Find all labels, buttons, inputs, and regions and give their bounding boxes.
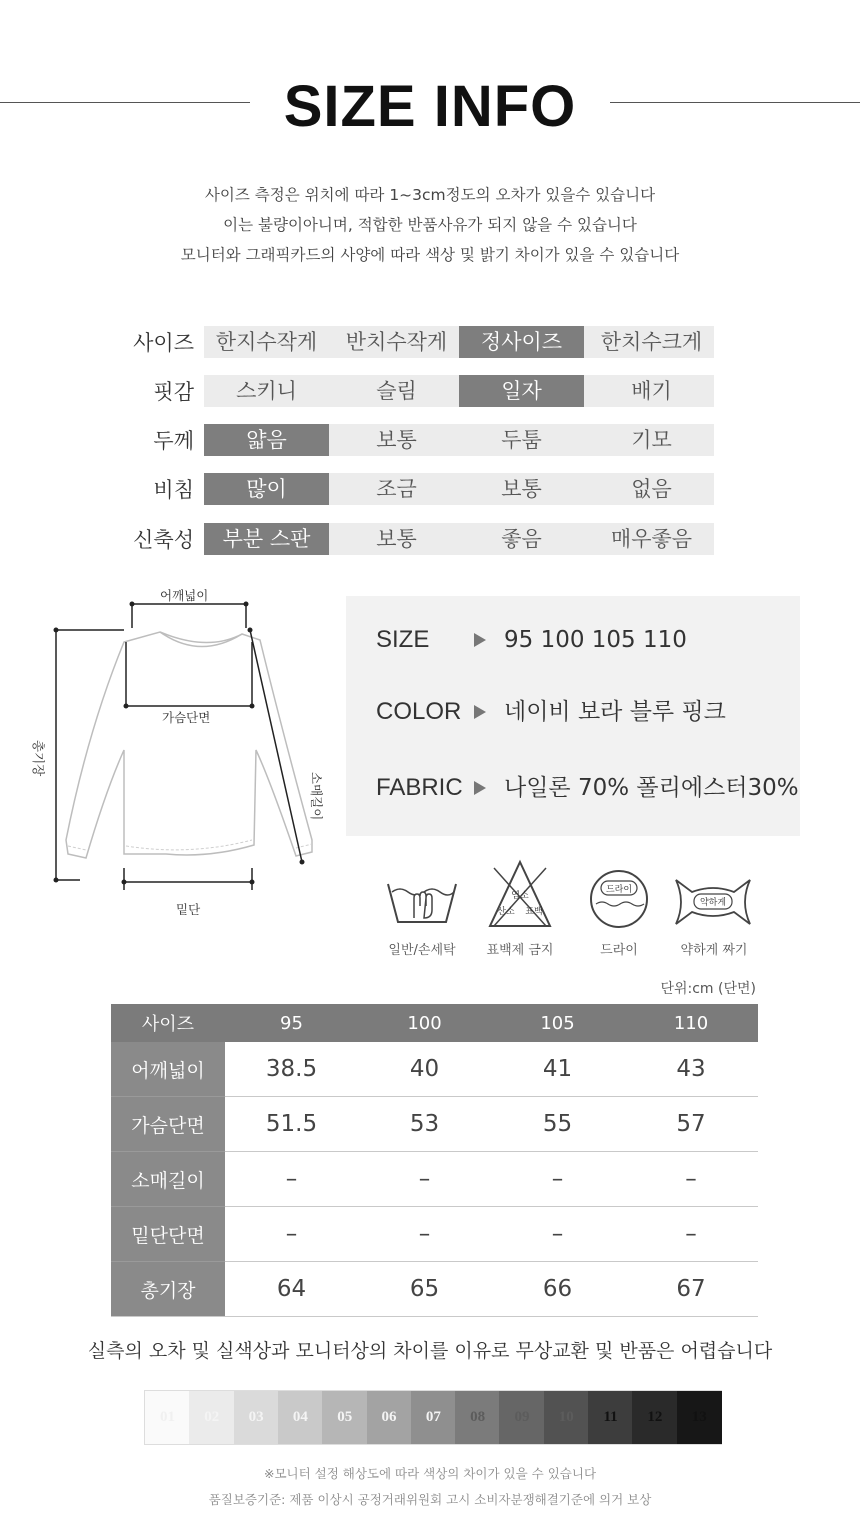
attribute-label: 신축성 bbox=[133, 528, 194, 552]
table-row bbox=[111, 1097, 758, 1152]
bleach-tag-bleach: 표백 bbox=[525, 907, 543, 917]
gentle-wring-icon bbox=[672, 876, 754, 928]
info-value: 95 100 105 110 bbox=[504, 627, 687, 653]
attribute-label: 두께 bbox=[153, 429, 194, 453]
color-swatch: 13 bbox=[677, 1391, 722, 1444]
attribute-option-selected: 부분 스판 bbox=[204, 523, 329, 555]
attribute-option: 슬림 bbox=[376, 379, 417, 403]
table-cell: – bbox=[491, 1207, 624, 1262]
exchange-policy-note: 실측의 오차 및 실색상과 모니터상의 차이를 이유로 무상교환 및 반품은 어렵습니다 bbox=[87, 1340, 773, 1362]
attribute-option: 매우좋음 bbox=[610, 527, 693, 551]
garment-diagram bbox=[20, 590, 340, 920]
attribute-option: 한지수작게 bbox=[215, 330, 318, 354]
attribute-option-selected: 많이 bbox=[204, 473, 329, 505]
color-swatch: 05 bbox=[322, 1391, 367, 1444]
table-row-label: 가슴단면 bbox=[111, 1097, 225, 1152]
attribute-option: 반치수작게 bbox=[345, 330, 448, 354]
triangle-arrow-icon bbox=[474, 781, 486, 795]
table-cell: 53 bbox=[358, 1097, 491, 1152]
info-value: 나일론 70% 폴리에스터30% bbox=[504, 775, 799, 801]
hem-label: 밑단 bbox=[176, 902, 201, 917]
info-key: SIZE bbox=[376, 626, 430, 653]
color-swatch: 07 bbox=[411, 1391, 456, 1444]
care-label-dry: 드라이 bbox=[600, 943, 638, 958]
table-cell: – bbox=[491, 1152, 624, 1207]
info-key: COLOR bbox=[376, 698, 462, 725]
table-row-label: 밑단단면 bbox=[111, 1207, 225, 1262]
footer-note-monitor: ※모니터 설정 해상도에 따라 색상의 차이가 있을 수 있습니다 bbox=[263, 1466, 597, 1481]
table-cell: 66 bbox=[491, 1262, 624, 1317]
color-swatch: 01 bbox=[145, 1391, 190, 1444]
chest-label: 가슴단면 bbox=[162, 710, 211, 725]
table-header-row bbox=[111, 1004, 758, 1042]
table-cell: 55 bbox=[491, 1097, 624, 1152]
table-row bbox=[111, 1262, 758, 1317]
notice-line: 모니터와 그래픽카드의 사양에 따라 색상 및 밝기 차이가 있을 수 있습니다 bbox=[180, 246, 680, 264]
color-swatch: 09 bbox=[499, 1391, 544, 1444]
info-value: 네이비 보라 블루 핑크 bbox=[504, 699, 726, 725]
table-cell: 38.5 bbox=[225, 1042, 358, 1097]
footer-note-warranty: 품질보증기준: 제품 이상시 공정거래위원회 고시 소비자분쟁해결기준에 의거 보상 bbox=[208, 1492, 652, 1507]
table-row bbox=[111, 1207, 758, 1262]
color-swatch: 06 bbox=[367, 1391, 412, 1444]
attribute-row bbox=[110, 424, 716, 458]
care-label-no-bleach: 표백제 금지 bbox=[486, 943, 554, 958]
measurement-notice bbox=[0, 180, 860, 270]
color-swatch: 12 bbox=[632, 1391, 677, 1444]
attribute-label: 비침 bbox=[153, 478, 194, 502]
gentle-tag: 약하게 bbox=[699, 898, 727, 908]
color-swatch: 03 bbox=[234, 1391, 279, 1444]
table-cell: – bbox=[358, 1207, 491, 1262]
attribute-label: 핏감 bbox=[153, 380, 194, 404]
no-bleach-icon bbox=[486, 858, 554, 930]
table-header-cell: 95 bbox=[225, 1004, 358, 1042]
table-cell: – bbox=[624, 1207, 758, 1262]
table-cell: 40 bbox=[358, 1042, 491, 1097]
table-cell: – bbox=[225, 1207, 358, 1262]
attribute-option: 기모 bbox=[631, 428, 672, 452]
page-title: SIZE INFO bbox=[283, 74, 577, 139]
unit-label: 단위:cm (단면) bbox=[660, 981, 756, 997]
table-header-cell: 105 bbox=[491, 1004, 624, 1042]
table-header-cell: 100 bbox=[358, 1004, 491, 1042]
attribute-row bbox=[110, 375, 716, 409]
attribute-option: 조금 bbox=[376, 477, 417, 501]
color-brightness-scale bbox=[144, 1390, 722, 1445]
table-cell: 41 bbox=[491, 1042, 624, 1097]
attribute-option: 한치수크게 bbox=[600, 330, 703, 354]
attribute-options bbox=[204, 523, 714, 555]
notice-line: 사이즈 측정은 위치에 따라 1~3cm정도의 오차가 있을수 있습니다 bbox=[204, 186, 656, 204]
dry-tag: 드라이 bbox=[605, 885, 633, 895]
info-row-size bbox=[346, 620, 800, 660]
color-swatch: 02 bbox=[189, 1391, 234, 1444]
length-label: 총기장 bbox=[31, 740, 46, 777]
attribute-options bbox=[204, 375, 714, 407]
triangle-arrow-icon bbox=[474, 633, 486, 647]
color-swatch: 08 bbox=[455, 1391, 500, 1444]
info-row-fabric bbox=[346, 768, 800, 808]
attribute-option: 없음 bbox=[631, 477, 672, 501]
attribute-row bbox=[110, 326, 716, 360]
bleach-tag-oxygen: 산소 bbox=[497, 907, 515, 917]
table-cell: 65 bbox=[358, 1262, 491, 1317]
table-cell: – bbox=[358, 1152, 491, 1207]
table-cell: 51.5 bbox=[225, 1097, 358, 1152]
table-row bbox=[111, 1042, 758, 1097]
attribute-label: 사이즈 bbox=[133, 331, 194, 355]
bleach-tag-chlorine: 염소 bbox=[511, 891, 529, 901]
attribute-row bbox=[110, 523, 716, 557]
table-header-cell: 사이즈 bbox=[111, 1004, 225, 1042]
attribute-options bbox=[204, 326, 714, 358]
attribute-option: 좋음 bbox=[501, 527, 542, 551]
info-key: FABRIC bbox=[376, 774, 463, 801]
table-header-cell: 110 bbox=[624, 1004, 758, 1042]
hand-wash-icon bbox=[384, 874, 460, 930]
table-cell: 43 bbox=[624, 1042, 758, 1097]
table-row-label: 어깨넓이 bbox=[111, 1042, 225, 1097]
attribute-row bbox=[110, 473, 716, 507]
product-info-panel bbox=[346, 596, 800, 836]
sleeve-label: 소매길이 bbox=[309, 772, 324, 821]
attribute-option: 스키니 bbox=[236, 379, 297, 403]
shoulder-label: 어깨넓이 bbox=[160, 588, 209, 603]
color-swatch: 11 bbox=[588, 1391, 633, 1444]
notice-line: 이는 불량이아니며, 적합한 반품사유가 되지 않을 수 있습니다 bbox=[223, 216, 637, 234]
attribute-option: 배기 bbox=[631, 379, 672, 403]
attribute-option: 두툼 bbox=[501, 428, 542, 452]
table-cell: 64 bbox=[225, 1262, 358, 1317]
attribute-option: 보통 bbox=[501, 477, 542, 501]
attribute-options bbox=[204, 424, 714, 456]
attribute-option: 보통 bbox=[376, 527, 417, 551]
attribute-option-selected: 정사이즈 bbox=[459, 326, 584, 358]
table-cell: – bbox=[225, 1152, 358, 1207]
attribute-option-selected: 얇음 bbox=[204, 424, 329, 456]
table-cell: 57 bbox=[624, 1097, 758, 1152]
attribute-options bbox=[204, 473, 714, 505]
color-swatch: 04 bbox=[278, 1391, 323, 1444]
color-swatch: 10 bbox=[544, 1391, 589, 1444]
table-row-label: 소매길이 bbox=[111, 1152, 225, 1207]
table-row-label: 총기장 bbox=[111, 1262, 225, 1317]
info-row-color bbox=[346, 692, 800, 732]
dry-clean-icon bbox=[588, 868, 650, 930]
triangle-arrow-icon bbox=[474, 705, 486, 719]
table-row bbox=[111, 1152, 758, 1207]
table-cell: 67 bbox=[624, 1262, 758, 1317]
size-table bbox=[111, 1004, 758, 1317]
attribute-option-selected: 일자 bbox=[459, 375, 584, 407]
care-label-gentle-wring: 약하게 짜기 bbox=[680, 943, 748, 958]
attribute-option: 보통 bbox=[376, 428, 417, 452]
care-label-hand-wash: 일반/손세탁 bbox=[388, 943, 456, 958]
table-cell: – bbox=[624, 1152, 758, 1207]
